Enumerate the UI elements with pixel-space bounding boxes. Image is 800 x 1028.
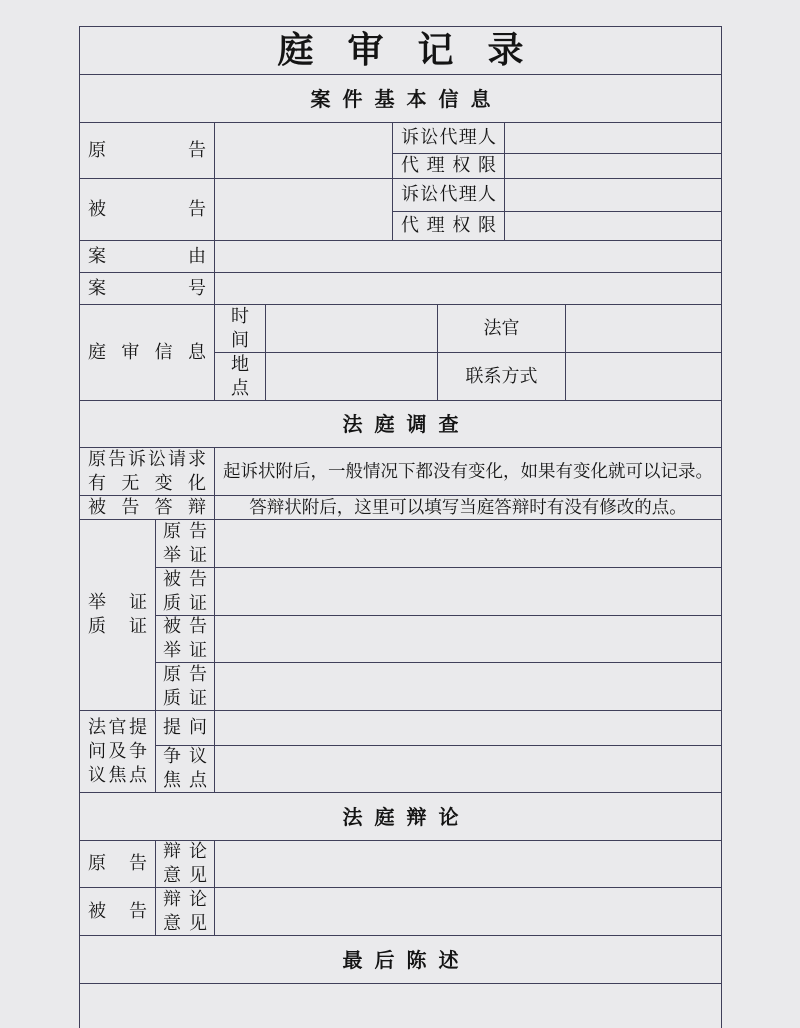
- judge-questions-label-line: 问及争: [88, 740, 147, 762]
- debate-plaintiff-label-cell: [79, 840, 156, 888]
- defense-label: 被告答辩: [88, 496, 206, 518]
- time-label-cell: [214, 304, 266, 353]
- plaintiff-agent-label: 诉讼代理人: [401, 127, 496, 148]
- plaintiff-evidence-label-cell: [155, 519, 215, 568]
- defendant-label: 被告: [88, 198, 206, 220]
- section-title-final-statement: 最后陈述: [342, 947, 471, 972]
- plaintiff-cross-exam-label-cell: [155, 662, 215, 711]
- contact-label-cell: [437, 352, 566, 401]
- sub-label-line: 原告: [163, 663, 207, 685]
- claim-change-label-line: 有无变化: [88, 472, 206, 494]
- hearing-info-label: 庭审信息: [88, 341, 206, 363]
- defendant-agent-label-cell: [392, 178, 505, 212]
- evidence-label-line: 举证: [88, 592, 147, 613]
- time-field[interactable]: [265, 304, 438, 353]
- defendant-cross-exam-label-cell: [155, 567, 215, 616]
- place-field[interactable]: [265, 352, 438, 401]
- defendant-authority-label: 代理权限: [401, 215, 496, 236]
- case-number-field[interactable]: [214, 272, 722, 305]
- evidence-label-line: 质证: [88, 616, 147, 637]
- place-label: 地点: [231, 353, 249, 399]
- sub-label-line: 举证: [163, 640, 207, 661]
- sub-label-line: 原告: [163, 520, 207, 542]
- claim-change-label-cell: [79, 447, 215, 496]
- evidence-label-cell: [79, 519, 156, 711]
- sub-label-line: 质证: [163, 687, 207, 709]
- plaintiff-label: 原告: [88, 139, 206, 161]
- place-label-cell: [214, 352, 266, 401]
- debate-plaintiff-opinion-label-cell: [155, 840, 215, 888]
- cause-field[interactable]: [214, 240, 722, 273]
- plaintiff-cross-exam-field[interactable]: [214, 662, 722, 711]
- question-label-cell: [155, 710, 215, 746]
- opinion-label-line: 意见: [163, 912, 207, 934]
- case-number-label: 案号: [88, 277, 206, 299]
- cause-label: 案由: [88, 245, 206, 267]
- title-cell: [79, 26, 722, 75]
- defendant-evidence-field[interactable]: [214, 615, 722, 663]
- section-header-debate: [79, 792, 722, 841]
- debate-defendant-label-cell: [79, 887, 156, 936]
- judge-questions-label-line: 议焦点: [88, 764, 147, 786]
- sub-label-line: 被告: [163, 568, 207, 590]
- opinion-label-line: 辩论: [163, 888, 207, 910]
- defendant-authority-label-cell: [392, 211, 505, 241]
- plaintiff-agent-field[interactable]: [504, 122, 722, 154]
- debate-defendant-opinion-field[interactable]: [214, 887, 722, 936]
- question-field[interactable]: [214, 710, 722, 746]
- defendant-field[interactable]: [214, 178, 393, 241]
- judge-questions-label-cell: [79, 710, 156, 793]
- defendant-cross-exam-field[interactable]: [214, 567, 722, 616]
- defendant-evidence-label-cell: [155, 615, 215, 663]
- sub-label-line: 被告: [163, 616, 207, 637]
- plaintiff-label-cell: [79, 122, 215, 179]
- opinion-label-line: 意见: [163, 865, 207, 886]
- contact-label: 联系方式: [465, 365, 538, 387]
- debate-plaintiff-label: 原告: [88, 853, 147, 874]
- section-title-debate: 法庭辩论: [342, 804, 471, 829]
- dispute-focus-label-cell: [155, 745, 215, 793]
- dispute-focus-label-line: 争议: [163, 746, 207, 767]
- defendant-label-cell: [79, 178, 215, 241]
- case-number-label-cell: [79, 272, 215, 305]
- judge-questions-label-line: 法官提: [88, 716, 147, 738]
- plaintiff-evidence-field[interactable]: [214, 519, 722, 568]
- time-label: 时间: [231, 305, 249, 351]
- judge-field[interactable]: [565, 304, 722, 353]
- opinion-label-line: 辩论: [163, 841, 207, 862]
- section-title-investigation: 法庭调查: [342, 412, 471, 436]
- defendant-authority-field[interactable]: [504, 211, 722, 241]
- debate-plaintiff-opinion-field[interactable]: [214, 840, 722, 888]
- question-label: 提问: [163, 717, 207, 738]
- defense-label-cell: [79, 495, 215, 520]
- plaintiff-authority-label-cell: [392, 153, 505, 179]
- dispute-focus-label-line: 焦点: [163, 770, 207, 791]
- section-title-basic-info: 案件基本信息: [310, 86, 503, 111]
- debate-defendant-opinion-label-cell: [155, 887, 215, 936]
- dispute-focus-field[interactable]: [214, 745, 722, 793]
- judge-label: 法官: [483, 317, 520, 339]
- defense-field[interactable]: [214, 495, 722, 520]
- plaintiff-field[interactable]: [214, 122, 393, 179]
- hearing-info-label-cell: [79, 304, 215, 401]
- section-header-final-statement: [79, 935, 722, 984]
- judge-label-cell: [437, 304, 566, 353]
- claim-change-label-line: 原告诉讼请求: [88, 448, 206, 470]
- section-header-investigation: [79, 400, 722, 448]
- debate-defendant-label: 被告: [88, 900, 147, 922]
- cause-label-cell: [79, 240, 215, 273]
- section-header-basic-info: [79, 74, 722, 123]
- plaintiff-authority-label: 代理权限: [401, 155, 496, 176]
- defendant-agent-label: 诉讼代理人: [401, 184, 496, 205]
- form-title: 庭审记录: [277, 29, 558, 71]
- contact-field[interactable]: [565, 352, 722, 401]
- sub-label-line: 质证: [163, 592, 207, 614]
- sub-label-line: 举证: [163, 544, 207, 566]
- plaintiff-agent-label-cell: [392, 122, 505, 154]
- defense-note: 答辩状附后，这里可以填写当庭答辩时有没有修改的点。: [249, 497, 687, 518]
- claim-change-note: 起诉状附后，一般情况下都没有变化，如果有变化就可以记录。: [223, 461, 713, 482]
- final-statement-field[interactable]: [79, 983, 722, 1028]
- defendant-agent-field[interactable]: [504, 178, 722, 212]
- plaintiff-authority-field[interactable]: [504, 153, 722, 179]
- claim-change-field[interactable]: [214, 447, 722, 496]
